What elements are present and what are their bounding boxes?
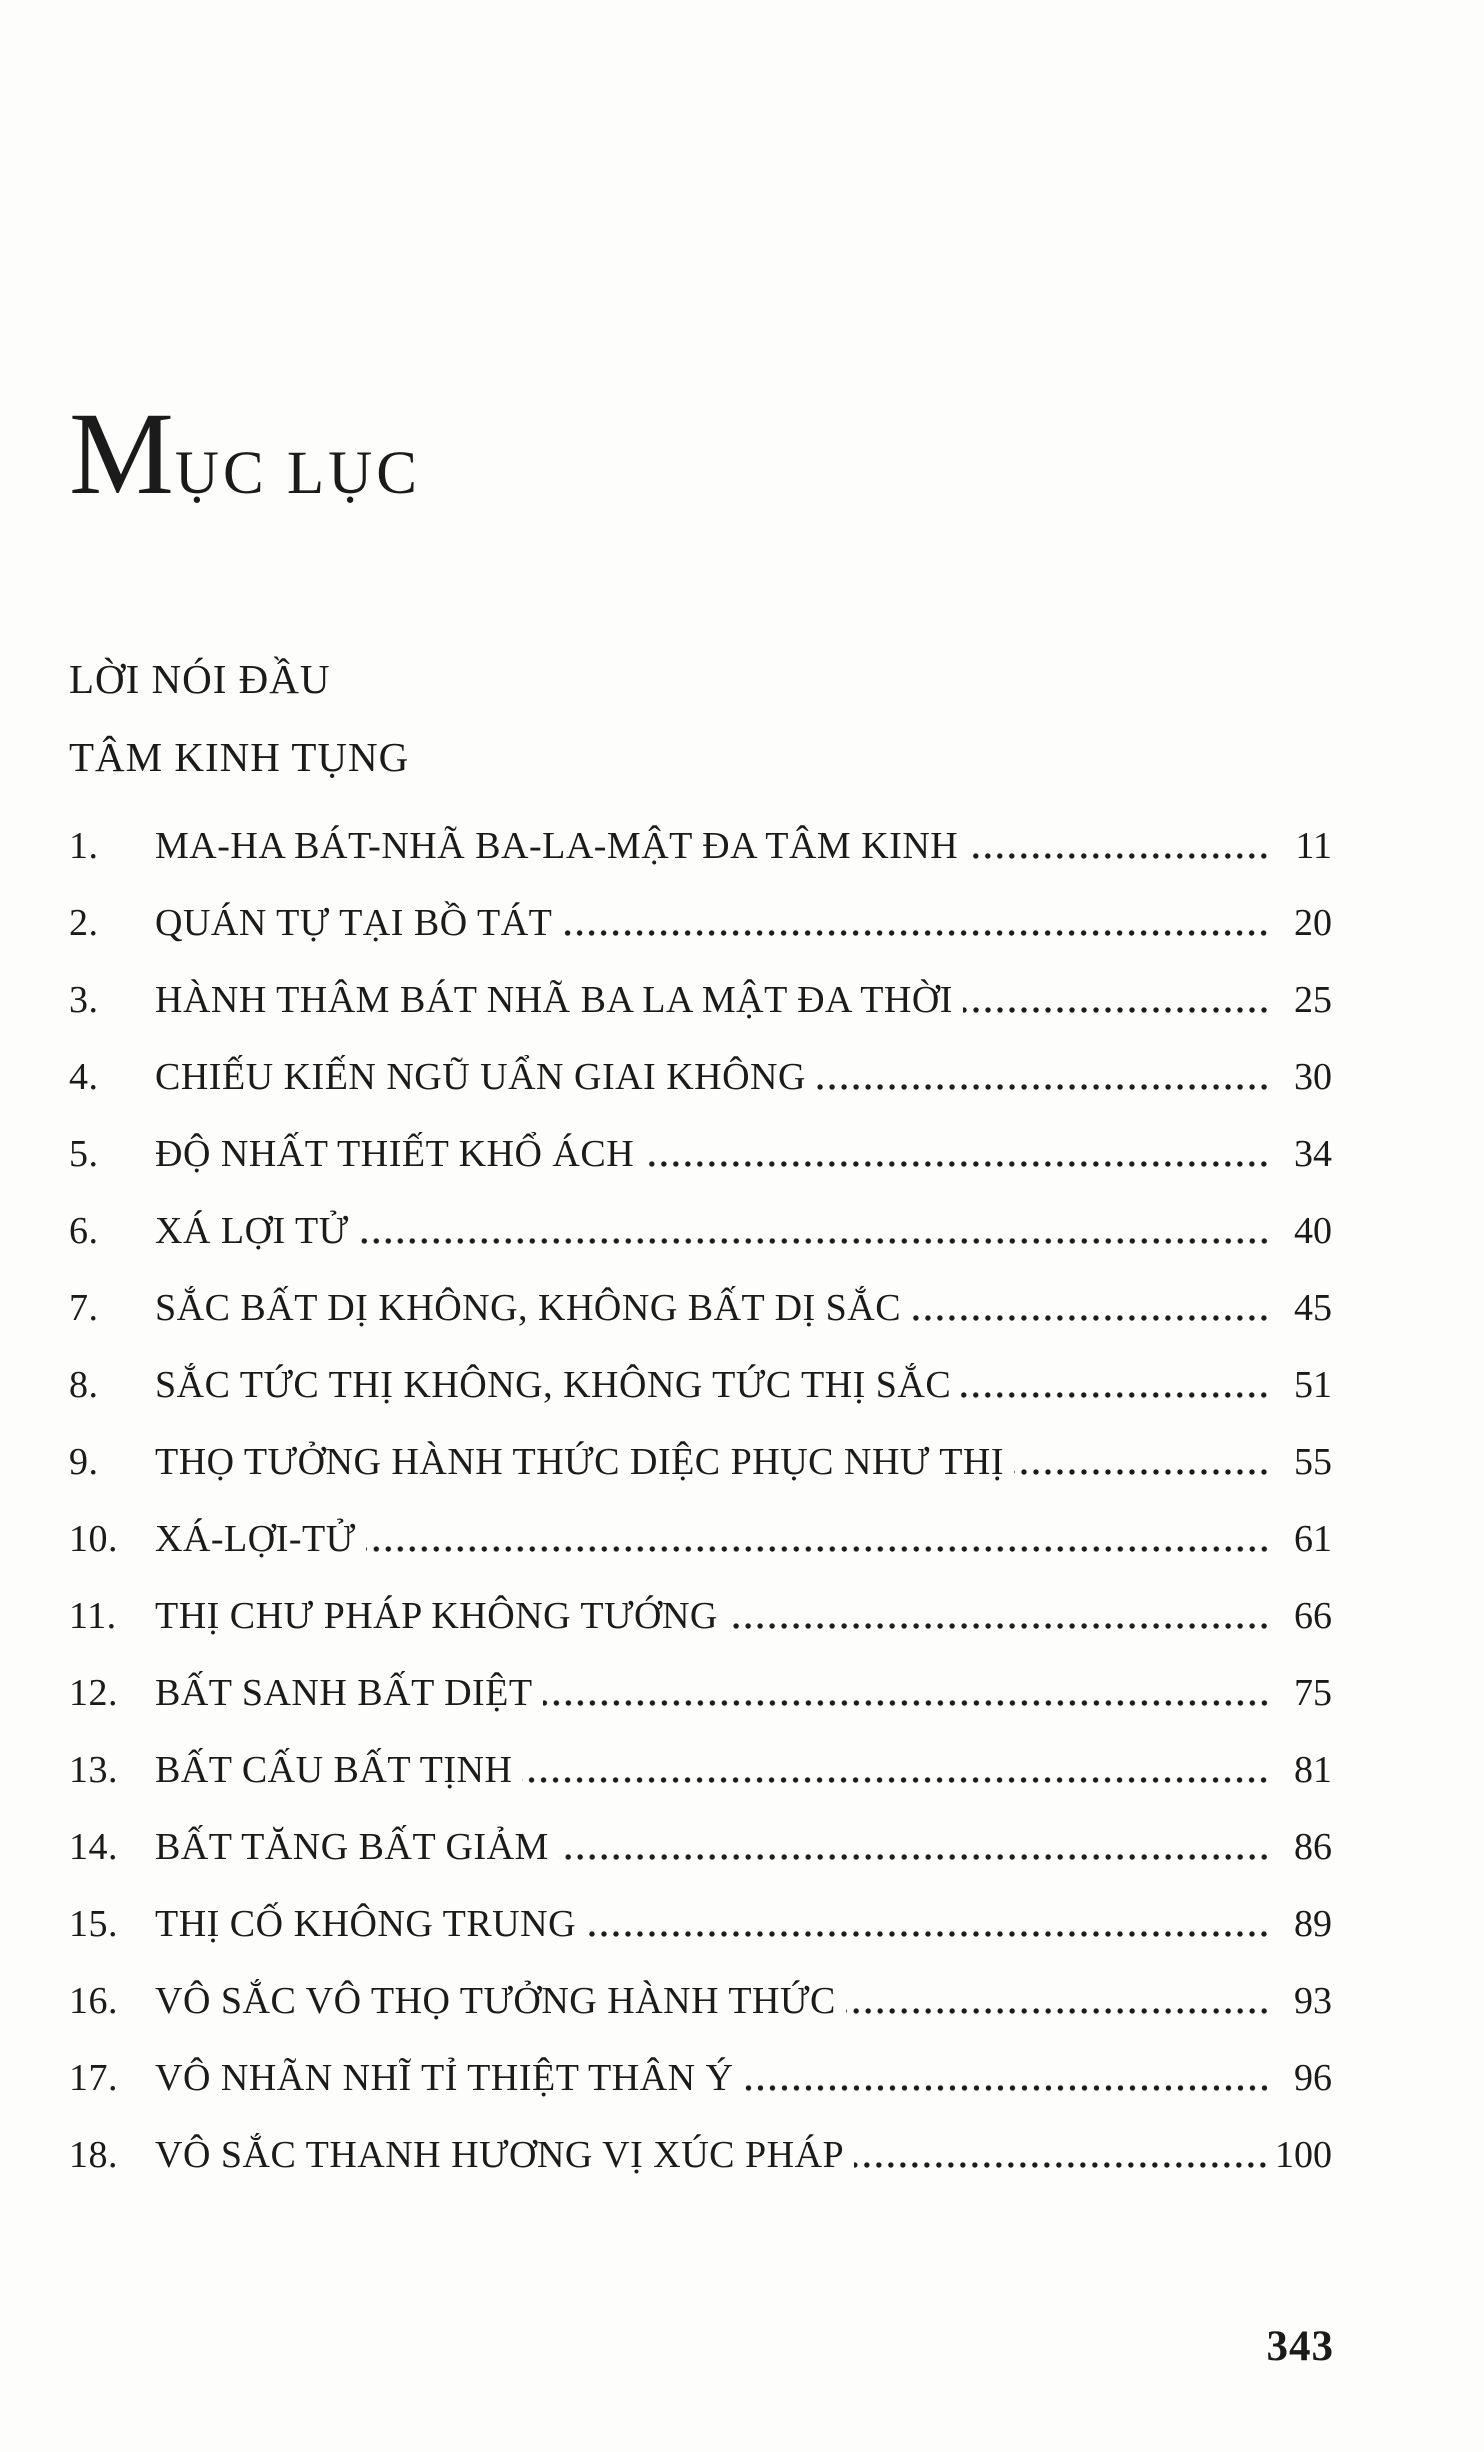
toc-entry <box>69 962 1332 1039</box>
entry-page-number: 61 <box>1294 1518 1332 1560</box>
entry-page-number: 55 <box>1294 1441 1332 1483</box>
entry-number: 9. <box>69 1441 99 1483</box>
front-item-tam-kinh-tung: TÂM KINH TỤNG <box>69 734 410 780</box>
entry-page-number: 96 <box>1294 2057 1332 2099</box>
entry-title: THỌ TƯỞNG HÀNH THỨC DIỆC PHỤC NHƯ THỊ <box>155 1441 1005 1483</box>
entry-title: MA-HA BÁT-NHÃ BA-LA-MẬT ĐA TÂM KINH <box>155 825 959 867</box>
entry-number: 1. <box>69 825 99 867</box>
toc-entry <box>69 1193 1332 1270</box>
entry-title: BẤT TĂNG BẤT GIẢM <box>155 1826 549 1868</box>
dotted-leader <box>744 2085 1270 2091</box>
page-title-initial: M <box>69 388 175 519</box>
entry-title: VÔ NHÃN NHĨ TỈ THIỆT THÂN Ý <box>155 2057 734 2099</box>
toc-entry <box>69 1270 1332 1347</box>
toc-entry <box>69 1501 1332 1578</box>
entry-number: 13. <box>69 1749 118 1791</box>
entry-number: 10. <box>69 1518 118 1560</box>
entry-page-number: 81 <box>1294 1749 1332 1791</box>
toc-entry <box>69 885 1332 962</box>
toc-list <box>69 808 1332 2194</box>
front-matter <box>69 640 409 796</box>
page-title <box>69 388 421 519</box>
entry-page-number: 25 <box>1294 979 1332 1021</box>
entry-page-number: 89 <box>1294 1903 1332 1945</box>
entry-title: BẤT CẤU BẤT TỊNH <box>155 1749 513 1791</box>
entry-page-number: 51 <box>1294 1364 1332 1406</box>
dotted-leader <box>644 1161 1270 1167</box>
entry-title: THỊ CHƯ PHÁP KHÔNG TƯỚNG <box>155 1595 718 1637</box>
entry-number: 16. <box>69 1980 118 2022</box>
dotted-leader <box>1014 1469 1270 1475</box>
entry-title: XÁ LỢI TỬ <box>155 1210 349 1252</box>
dotted-leader <box>728 1623 1270 1629</box>
toc-entry <box>69 1732 1332 1809</box>
entry-number: 5. <box>69 1133 99 1175</box>
entry-number: 4. <box>69 1056 99 1098</box>
entry-title: QUÁN TỰ TẠI BỒ TÁT <box>155 902 553 944</box>
toc-entry <box>69 808 1332 885</box>
dotted-leader <box>559 1854 1270 1860</box>
entry-title: THỊ CỐ KHÔNG TRUNG <box>155 1903 577 1945</box>
toc-entry <box>69 2117 1332 2194</box>
dotted-leader <box>562 930 1270 936</box>
toc-entry <box>69 1963 1332 2040</box>
dotted-leader <box>359 1238 1270 1244</box>
dotted-leader <box>961 1392 1270 1398</box>
entry-number: 8. <box>69 1364 99 1406</box>
entry-number: 2. <box>69 902 99 944</box>
entry-page-number: 93 <box>1294 1980 1332 2022</box>
entry-page-number: 40 <box>1294 1210 1332 1252</box>
dotted-leader <box>816 1084 1270 1090</box>
dotted-leader <box>366 1546 1270 1552</box>
entry-number: 17. <box>69 2057 118 2099</box>
entry-title: HÀNH THÂM BÁT NHÃ BA LA MẬT ĐA THỜI <box>155 979 953 1021</box>
toc-entry <box>69 1655 1332 1732</box>
toc-entry <box>69 1809 1332 1886</box>
entry-title: VÔ SẮC VÔ THỌ TƯỞNG HÀNH THỨC <box>155 1980 836 2022</box>
entry-page-number: 45 <box>1294 1287 1332 1329</box>
entry-page-number: 34 <box>1294 1133 1332 1175</box>
dotted-leader <box>854 2162 1269 2168</box>
entry-page-number: 11 <box>1295 825 1332 867</box>
entry-number: 12. <box>69 1672 118 1714</box>
entry-number: 14. <box>69 1826 118 1868</box>
toc-entry <box>69 1116 1332 1193</box>
entry-title: CHIẾU KIẾN NGŨ UẨN GIAI KHÔNG <box>155 1056 806 1098</box>
dotted-leader <box>963 1007 1270 1013</box>
entry-page-number: 66 <box>1294 1595 1332 1637</box>
entry-number: 3. <box>69 979 99 1021</box>
entry-title: SẮC TỨC THỊ KHÔNG, KHÔNG TỨC THỊ SẮC <box>155 1364 952 1406</box>
toc-entry <box>69 1578 1332 1655</box>
dotted-leader <box>543 1700 1270 1706</box>
dotted-leader <box>968 853 1270 859</box>
entry-title: SẮC BẤT DỊ KHÔNG, KHÔNG BẤT DỊ SẮC <box>155 1287 902 1329</box>
toc-entry <box>69 1039 1332 1116</box>
entry-title: BẤT SANH BẤT DIỆT <box>155 1672 533 1714</box>
page-title-rest: ỤC LỤC <box>174 440 421 507</box>
toc-entry <box>69 1424 1332 1501</box>
dotted-leader <box>911 1315 1270 1321</box>
front-item-loi-noi-dau: LỜI NÓI ĐẦU <box>69 656 331 702</box>
entry-page-number: 20 <box>1294 902 1332 944</box>
dotted-leader <box>846 2008 1270 2014</box>
entry-number: 15. <box>69 1903 118 1945</box>
entry-number: 7. <box>69 1287 99 1329</box>
entry-page-number: 100 <box>1275 2134 1332 2176</box>
entry-title: VÔ SẮC THANH HƯƠNG VỊ XÚC PHÁP <box>155 2134 845 2176</box>
entry-title: XÁ-LỢI-TỬ <box>155 1518 356 1560</box>
dotted-leader <box>522 1777 1270 1783</box>
toc-entry <box>69 2040 1332 2117</box>
entry-page-number: 86 <box>1294 1826 1332 1868</box>
toc-entry <box>69 1347 1332 1424</box>
entry-number: 18. <box>69 2134 118 2176</box>
entry-number: 6. <box>69 1210 99 1252</box>
entry-number: 11. <box>69 1595 117 1637</box>
footer-page-number: 343 <box>1266 2323 1334 2370</box>
toc-entry <box>69 1886 1332 1963</box>
dotted-leader <box>586 1931 1270 1937</box>
entry-page-number: 30 <box>1294 1056 1332 1098</box>
entry-title: ĐỘ NHẤT THIẾT KHỔ ÁCH <box>155 1133 635 1175</box>
entry-page-number: 75 <box>1294 1672 1332 1714</box>
